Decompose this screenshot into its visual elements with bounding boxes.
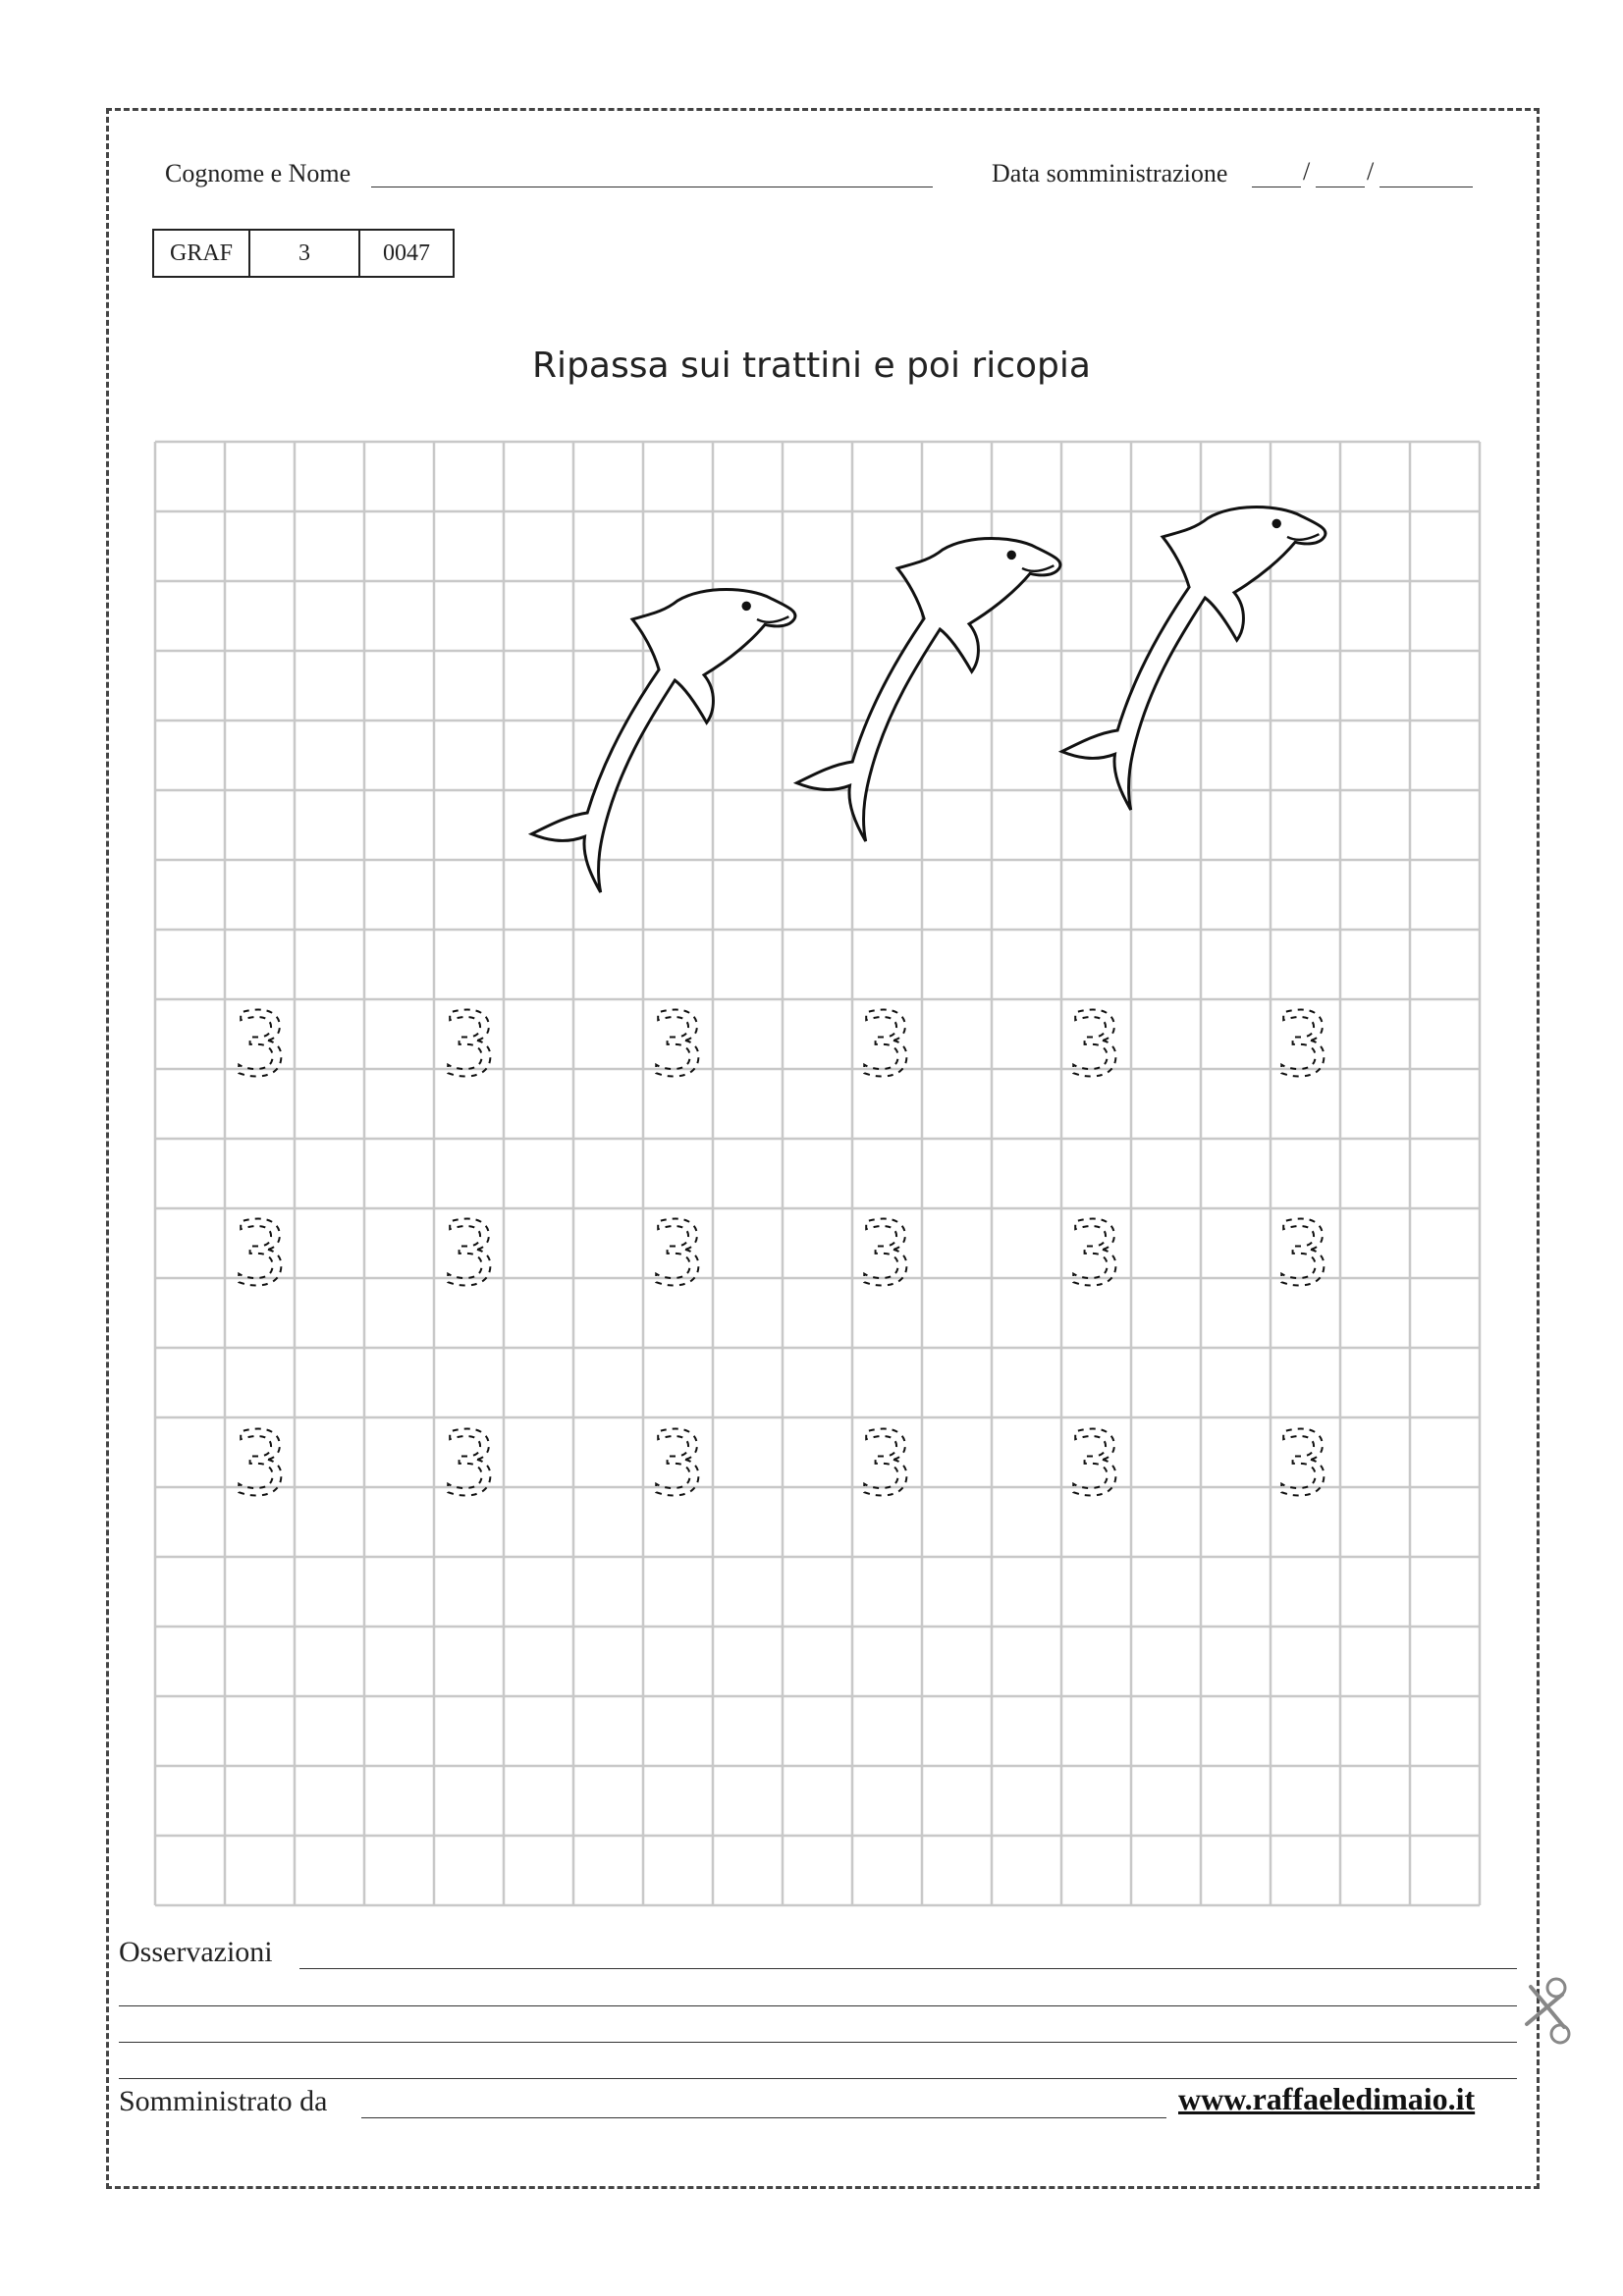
page-title: Ripassa sui trattini e poi ricopia xyxy=(532,346,1091,386)
dolphins-illustration xyxy=(532,507,1326,892)
trace-digit: 3 xyxy=(441,1202,498,1306)
trace-digit: 3 xyxy=(1066,1202,1123,1306)
trace-digit: 3 xyxy=(232,1202,289,1306)
administered-line[interactable] xyxy=(361,2117,1166,2118)
date-separator: / xyxy=(1367,157,1375,186)
trace-digit: 3 xyxy=(1274,1413,1331,1516)
observations-line-1[interactable] xyxy=(299,1968,1517,1969)
date-separator: / xyxy=(1303,157,1311,186)
trace-digit: 3 xyxy=(441,993,498,1096)
trace-digit: 3 xyxy=(857,1413,914,1516)
dolphin-icon xyxy=(797,539,1061,841)
observations-label: Osservazioni xyxy=(119,1936,273,1968)
code-level: 3 xyxy=(249,230,359,277)
dolphin-icon xyxy=(1062,507,1326,810)
trace-digit: 3 xyxy=(232,993,289,1096)
trace-digit: 3 xyxy=(232,1413,289,1516)
trace-digit: 3 xyxy=(649,1202,706,1306)
trace-digit: 3 xyxy=(1274,993,1331,1096)
scissors-icon xyxy=(1527,1979,1569,2043)
date-label: Data somministrazione xyxy=(992,159,1228,187)
trace-digit: 3 xyxy=(1066,993,1123,1096)
trace-digit: 3 xyxy=(649,1413,706,1516)
trace-digit: 3 xyxy=(1066,1413,1123,1516)
trace-digit: 3 xyxy=(857,1202,914,1306)
trace-digit: 3 xyxy=(649,993,706,1096)
observations-line-4[interactable] xyxy=(119,2078,1517,2079)
dolphin-icon xyxy=(532,590,796,892)
observations-line-2[interactable] xyxy=(119,2005,1517,2006)
observations-line-3[interactable] xyxy=(119,2042,1517,2043)
name-label: Cognome e Nome xyxy=(165,159,352,187)
trace-digit: 3 xyxy=(1274,1202,1331,1306)
grid-lines xyxy=(155,442,1480,1905)
code-number: 0047 xyxy=(359,230,454,277)
website-link[interactable]: www.raffaeledimaio.it xyxy=(1178,2081,1476,2116)
administered-label: Somministrato da xyxy=(119,2085,328,2117)
trace-digit: 3 xyxy=(441,1413,498,1516)
code-category: GRAF xyxy=(153,230,249,277)
trace-digit: 3 xyxy=(857,993,914,1096)
